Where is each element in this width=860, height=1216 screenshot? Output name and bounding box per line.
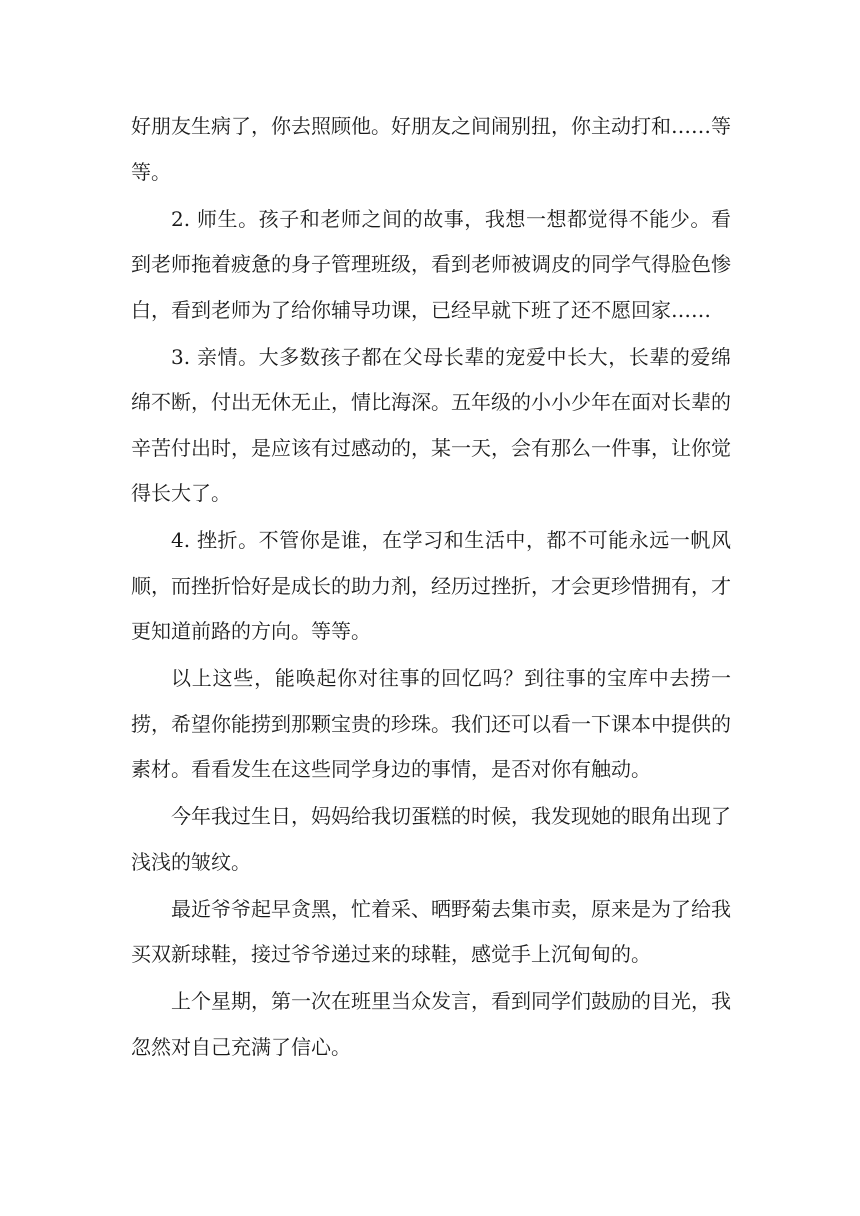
paragraph-family-love: 3. 亲情。大多数孩子都在父母长辈的宠爱中长大，长辈的爱绵绵不断，付出无休无止，情比海深。五年级的小小少年在面对长辈的辛苦付出时，是应该有过感动的，某一天，会有那么一件事，让你觉得长大了。 bbox=[131, 344, 731, 505]
paragraph-example-speech: 上个星期，第一次在班里当众发言，看到同学们鼓励的目光，我忽然对自己充满了信心。 bbox=[131, 989, 731, 1059]
paragraph-example-grandpa: 最近爷爷起早贪黑，忙着采、晒野菊去集市卖，原来是为了给我买双新球鞋，接过爷爷递过来的球鞋，感觉手上沉甸甸的。 bbox=[131, 896, 731, 966]
paragraph-example-birthday: 今年我过生日，妈妈给我切蛋糕的时候，我发现她的眼角出现了浅浅的皱纹。 bbox=[131, 804, 731, 874]
paragraph-recall-memories: 以上这些，能唤起你对往事的回忆吗？到往事的宝库中去捞一捞，希望你能捞到那颗宝贵的珍珠。我们还可以看一下课本中提供的素材。看看发生在这些同学身边的事情，是否对你有触动。 bbox=[131, 666, 731, 781]
paragraph-teacher-student: 2. 师生。孩子和老师之间的故事，我想一想都觉得不能少。看到老师拖着疲惫的身子管理班级，看到老师被调皮的同学气得脸色惨白，看到老师为了给你辅导功课，已经早就下班了还不愿回家…… bbox=[131, 206, 731, 322]
document-body bbox=[131, 104, 731, 1072]
paragraph-continuation: 好朋友生病了，你去照顾他。好朋友之间闹别扭，你主动打和……等等。 bbox=[131, 114, 731, 184]
paragraph-setbacks: 4. 挫折。不管你是谁，在学习和生活中，都不可能永远一帆风顺，而挫折恰好是成长的助力剂，经历过挫折，才会更珍惜拥有，才更知道前路的方向。等等。 bbox=[131, 528, 731, 643]
